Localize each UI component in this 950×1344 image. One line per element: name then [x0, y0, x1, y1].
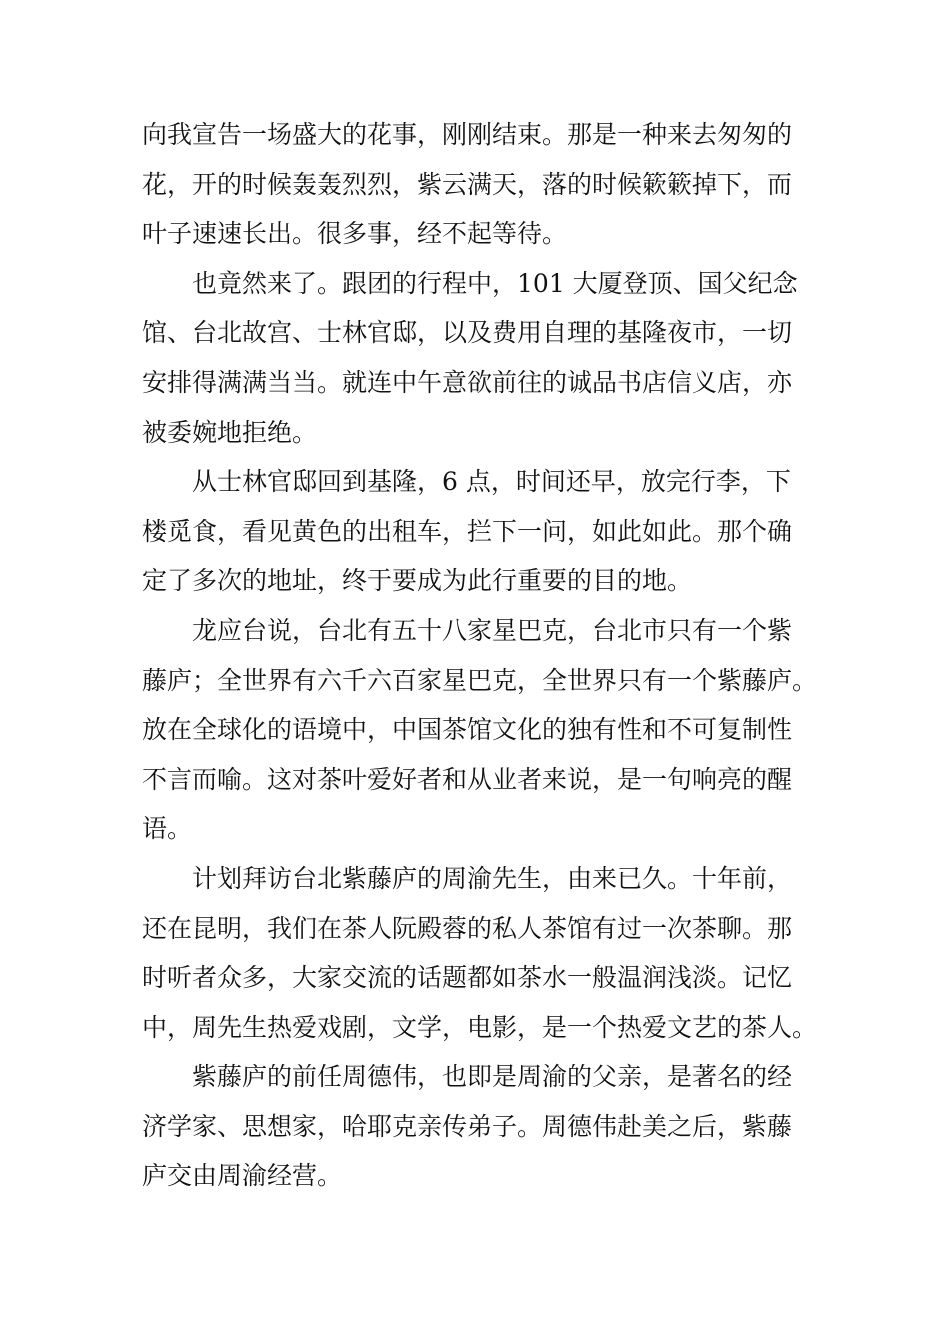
paragraph-line: 中，周先生热爱戏剧，文学，电影，是一个热爱文艺的茶人。	[142, 1012, 818, 1042]
paragraph-line: 安排得满满当当。就连中午意欲前往的诚品书店信义店，亦	[142, 367, 793, 397]
paragraph-line: 不言而喻。这对茶叶爱好者和从业者来说，是一句响亮的醒	[142, 764, 793, 794]
paragraph-line: 藤庐；全世界有六千六百家星巴克，全世界只有一个紫藤庐。	[142, 665, 818, 695]
paragraph-line: 被委婉地拒绝。	[142, 417, 318, 447]
paragraph-5	[142, 854, 822, 1052]
article-body	[142, 110, 822, 1201]
paragraph-line: 也竟然来了。跟团的行程中，101 大厦登顶、国父纪念	[192, 268, 798, 298]
paragraph-line: 向我宣告一场盛大的花事，刚刚结束。那是一种来去匆匆的	[142, 120, 793, 149]
paragraph-6	[142, 1052, 822, 1201]
paragraph-1	[142, 110, 822, 259]
paragraph-line: 放在全球化的语境中，中国茶馆文化的独有性和不可复制性	[142, 715, 793, 745]
paragraph-line: 还在昆明，我们在茶人阮殿蓉的私人茶馆有过一次茶聊。那	[142, 913, 793, 943]
paragraph-line: 济学家、思想家，哈耶克亲传弟子。周德伟赴美之后，紫藤	[142, 1111, 793, 1141]
paragraph-line: 庐交由周渝经营。	[142, 1161, 343, 1191]
paragraph-line: 定了多次的地址，终于要成为此行重要的目的地。	[142, 566, 693, 596]
paragraph-line: 从士林官邸回到基隆，6 点，时间还早，放完行李，下	[192, 467, 791, 497]
paragraph-line: 紫藤庐的前任周德伟，也即是周渝的父亲，是著名的经	[192, 1062, 793, 1092]
paragraph-line: 计划拜访台北紫藤庐的周渝先生，由来已久。十年前，	[192, 863, 793, 893]
paragraph-4	[142, 606, 822, 854]
paragraph-2	[142, 259, 822, 457]
paragraph-line: 花，开的时候轰轰烈烈，紫云满天，落的时候簌簌掉下，而	[142, 169, 793, 199]
paragraph-line: 龙应台说，台北有五十八家星巴克，台北市只有一个紫	[192, 615, 793, 645]
paragraph-line: 馆、台北故宫、士林官邸，以及费用自理的基隆夜市，一切	[142, 318, 793, 348]
paragraph-3	[142, 457, 822, 606]
paragraph-line: 楼觅食，看见黄色的出租车，拦下一问，如此如此。那个确	[142, 516, 793, 546]
paragraph-line: 时听者众多，大家交流的话题都如茶水一般温润浅淡。记忆	[142, 963, 793, 993]
paragraph-line: 语。	[142, 814, 193, 844]
paragraph-line: 叶子速速长出。很多事，经不起等待。	[142, 219, 568, 249]
